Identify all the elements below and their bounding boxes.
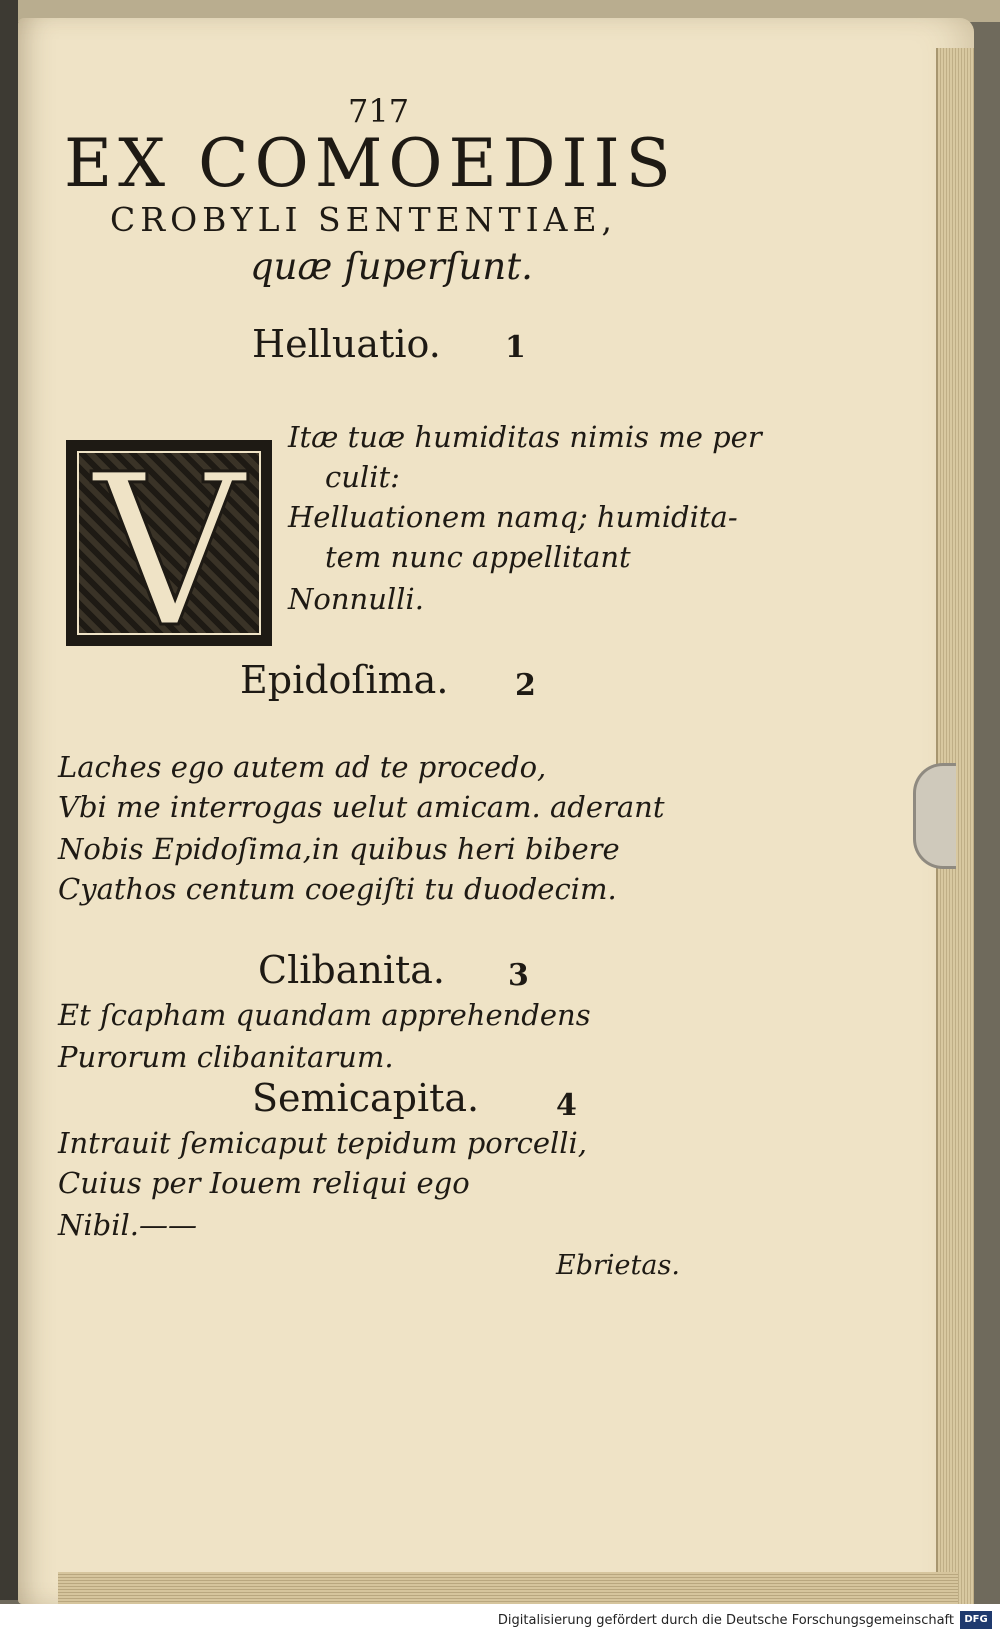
dfg-logo: DFG: [960, 1611, 992, 1629]
section-number: 4: [556, 1088, 577, 1123]
verse-line: Itæ tuæ humiditas nimis me per: [288, 420, 762, 454]
initial-letter: V: [93, 429, 245, 674]
section-number: 2: [515, 668, 536, 703]
book-cover-edge: [0, 0, 18, 1600]
section-heading: Clibanita.: [258, 948, 445, 992]
verse-line: Purorum clibanitarum.: [58, 1040, 394, 1074]
page-subtitle: CROBYLI SENTENTIAE,: [110, 200, 618, 239]
verse-line: Nobis Epidoſima,in quibus heri bibere: [58, 832, 620, 866]
section-number: 3: [508, 958, 529, 993]
verse-line: Nonnulli.: [288, 582, 424, 616]
page-number: 717: [348, 92, 410, 130]
section-heading: Helluatio.: [252, 322, 441, 366]
verse-line: Nibil.——: [58, 1208, 197, 1242]
page-subtitle-2: quæ ſuperſunt.: [250, 245, 533, 288]
section-number: 1: [505, 330, 526, 365]
section-heading: Semicapita.: [252, 1076, 480, 1120]
verse-line: culit:: [325, 460, 400, 494]
page-bottom-edge: [58, 1572, 958, 1604]
verse-line: Laches ego autem ad te procedo,: [58, 750, 547, 784]
book-clasp: [913, 763, 956, 869]
verse-line: Helluationem namq; humidita-: [288, 500, 738, 534]
verse-line: tem nunc appellitant: [325, 540, 631, 574]
footer-bar: [0, 1604, 1000, 1634]
verse-line: Cuius per Iouem reliqui ego: [58, 1166, 470, 1200]
verse-line: Intrauit ſemicaput tepidum porcelli,: [58, 1126, 588, 1160]
verse-line: Et ſcapham quandam apprehendens: [58, 998, 591, 1032]
section-heading: Epidoſima.: [240, 658, 449, 702]
verse-line: Cyathos centum coegiſti tu duodecim.: [58, 872, 617, 906]
catchword: Ebrietas.: [556, 1250, 680, 1281]
footer-credit: Digitalisierung gefördert durch die Deutsche Forschungsgemeinschaft: [497, 1613, 954, 1628]
verse-line: Vbi me interrogas uelut amicam. aderant: [58, 790, 665, 824]
page-title: EX COMOEDIIS: [64, 125, 677, 202]
decorated-initial: [66, 429, 272, 674]
